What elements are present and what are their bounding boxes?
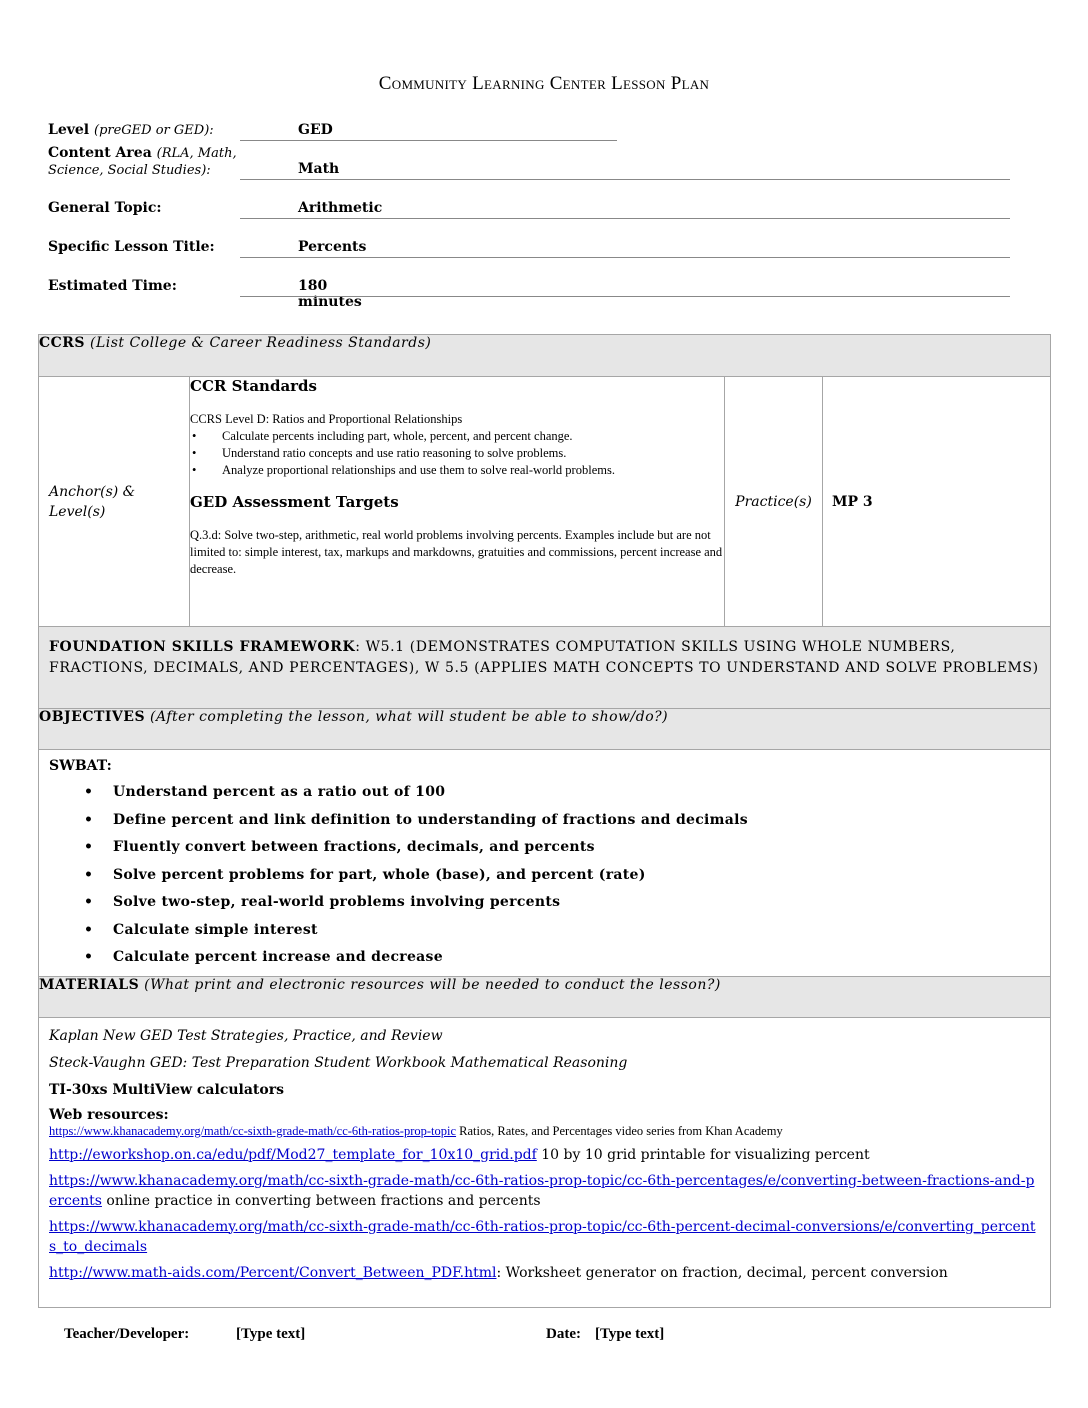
ccr-standards-cell	[190, 377, 725, 627]
list-item: • Solve two-step, real-world problems involving percents	[49, 893, 1040, 921]
list-item: • Calculate percent increase and decrease	[49, 948, 1040, 976]
level-underline	[240, 140, 617, 141]
lesson-title-underline	[240, 257, 1010, 258]
list-item: • Calculate percents including part, whole, percent, and percent change.	[222, 428, 724, 445]
ccr-standards-list	[190, 428, 724, 479]
web-resource-3: https://www.khanacademy.org/math/cc-sixth-grade-math/cc-6th-ratios-prop-topic/cc-6th-percentages/e/converting-between-fractions-and-percents online practice in converting between fractions and percents	[49, 1172, 1035, 1209]
web-resources-label: Web resources:	[49, 1106, 169, 1123]
lesson-plan-table	[38, 334, 1051, 1308]
materials-body	[39, 1017, 1051, 1307]
math-aids-link[interactable]: http://www.math-aids.com/Percent/Convert_Between_PDF.html	[49, 1264, 497, 1281]
teacher-developer-value: [Type text]	[236, 1326, 306, 1342]
web-resource-1: https://www.khanacademy.org/math/cc-sixth-grade-math/cc-6th-ratios-prop-topic Ratios, Rates, and Percentages video series from Khan Academy	[49, 1123, 783, 1138]
grid-pdf-link[interactable]: http://eworkshop.on.ca/edu/pdf/Mod27_template_for_10x10_grid.pdf	[49, 1146, 537, 1163]
objectives-body	[39, 750, 1051, 977]
materials-section-header: MATERIALS (What print and electronic resources will be needed to conduct the lesson?)	[39, 976, 1051, 1017]
topic-underline	[240, 218, 1010, 219]
lesson-title-value: Percents	[298, 239, 367, 255]
date-value: [Type text]	[595, 1326, 665, 1342]
level-value: GED	[298, 122, 333, 138]
web-resource-5: http://www.math-aids.com/Percent/Convert_Between_PDF.html: Worksheet generator on fraction, decimal, percent conversion	[49, 1264, 948, 1281]
ged-targets-heading: GED Assessment Targets	[190, 493, 399, 511]
swbat-label: SWBAT:	[49, 758, 112, 774]
objectives-list	[49, 783, 1040, 976]
khan-ratios-link[interactable]: https://www.khanacademy.org/math/cc-sixth-grade-math/cc-6th-ratios-prop-topic	[49, 1123, 457, 1138]
time-underline	[240, 296, 1010, 297]
list-item: • Analyze proportional relationships and use them to solve real-world problems.	[222, 462, 724, 479]
book-kaplan: Kaplan New GED Test Strategies, Practice, and Review	[49, 1027, 443, 1044]
practice-value: MP 3	[823, 377, 1051, 627]
anchor-level-label: Anchor(s) & Level(s)	[39, 377, 190, 627]
ccr-standards-body	[190, 411, 724, 479]
page-title: Community Learning Center Lesson Plan	[378, 73, 710, 94]
khan-percents-decimals-link[interactable]: https://www.khanacademy.org/math/cc-sixth-grade-math/cc-6th-ratios-prop-topic/cc-6th-percent-decimal-conversions/e/converting_percents_to_decimals	[49, 1218, 1036, 1255]
list-item: • Define percent and link definition to understanding of fractions and decimals	[49, 811, 1040, 839]
time-label: Estimated Time:	[48, 278, 177, 294]
teacher-developer-label: Teacher/Developer:	[64, 1326, 190, 1342]
date-label: Date:	[546, 1326, 581, 1342]
book-steck-vaughn: Steck-Vaughn GED: Test Preparation Student Workbook Mathematical Reasoning	[49, 1054, 628, 1071]
level-label: Level (preGED or GED):	[48, 122, 214, 138]
lesson-title-label: Specific Lesson Title:	[48, 239, 215, 255]
content-area-label: Content Area (RLA, Math, Science, Social Studies):	[48, 145, 237, 178]
practice-label: Practice(s)	[725, 377, 823, 627]
ccrs-section-header: CCRS (List College & Career Readiness Standards)	[39, 335, 1051, 377]
content-area-value: Math	[298, 161, 340, 177]
topic-label: General Topic:	[48, 200, 162, 216]
calculators-text: TI-30xs MultiView calculators	[49, 1081, 284, 1098]
time-value: 180 minutes	[298, 278, 362, 310]
khan-fractions-percents-link[interactable]: https://www.khanacademy.org/math/cc-sixth-grade-math/cc-6th-ratios-prop-topic/cc-6th-percentages/e/converting-between-fractions-and-percents	[49, 1172, 1035, 1209]
foundation-skills-section: FOUNDATION SKILLS FRAMEWORK: W5.1 (DEMONSTRATES COMPUTATION SKILLS USING WHOLE NUMBERS, FRACTIONS, DECIMALS, AND PERCENTAGES), W 5.5 (APPLIES MATH CONCEPTS TO UNDERSTAND AND SOLVE PROBLEMS)	[39, 627, 1051, 709]
ccr-level-text: CCRS Level D: Ratios and Proportional Relationships	[190, 412, 463, 426]
ged-targets-text: Q.3.d: Solve two-step, arithmetic, real world problems involving percents. Examples include but are not limited to: simple interest, tax, markups and markdowns, gratuities and commissions, percent increase and decrease.	[190, 528, 723, 576]
list-item: • Understand ratio concepts and use ratio reasoning to solve problems.	[222, 445, 724, 462]
content-area-underline	[240, 179, 1010, 180]
objectives-section-header: OBJECTIVES (After completing the lesson, what will student be able to show/do?)	[39, 709, 1051, 750]
list-item: • Understand percent as a ratio out of 100	[49, 783, 1040, 811]
ccr-standards-heading: CCR Standards	[190, 377, 317, 395]
topic-value: Arithmetic	[298, 200, 383, 216]
web-resource-4	[49, 1217, 1040, 1257]
list-item: • Fluently convert between fractions, decimals, and percents	[49, 838, 1040, 866]
list-item: • Solve percent problems for part, whole (base), and percent (rate)	[49, 866, 1040, 894]
web-resource-2: http://eworkshop.on.ca/edu/pdf/Mod27_template_for_10x10_grid.pdf 10 by 10 grid printable for visualizing percent	[49, 1146, 870, 1163]
list-item: • Calculate simple interest	[49, 921, 1040, 949]
